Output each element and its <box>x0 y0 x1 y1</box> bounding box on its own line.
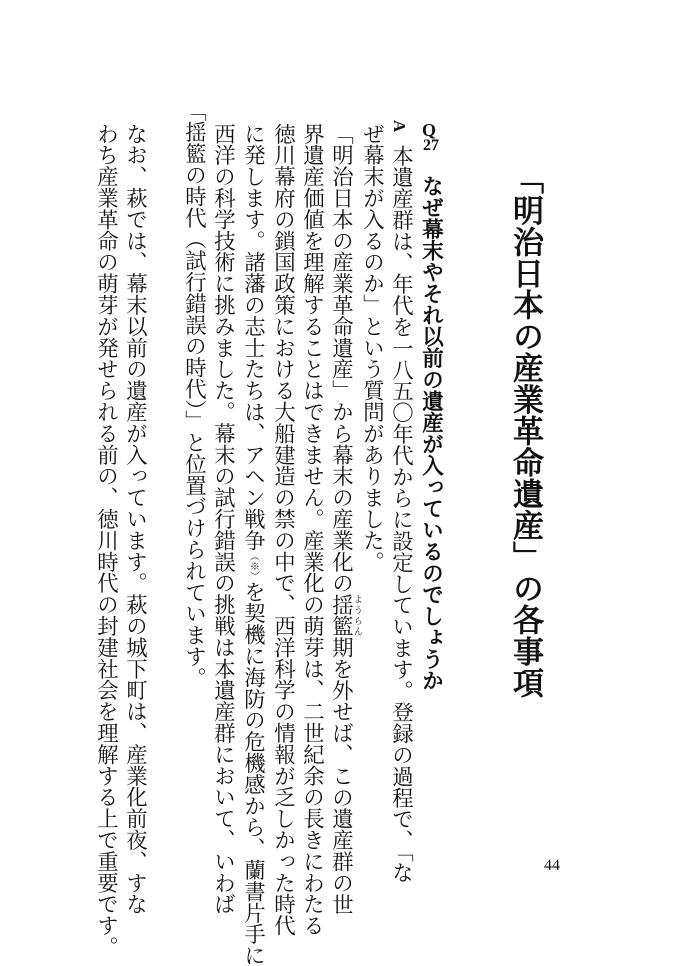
footnote-marker: （※） <box>247 551 259 581</box>
ruby-yoran-reading: ようらん <box>351 593 362 637</box>
answer-line-9: なお、萩では、幕末以前の遺産が入っています。萩の城下町は、産業化前夜、すな <box>122 123 148 915</box>
answer-label: A <box>390 120 409 133</box>
answer-line-6 <box>240 123 266 966</box>
answer-line-4: 界遺産価値を理解することはできません。産業化の萌芽は、二世紀余の長きにわたる <box>299 123 325 937</box>
answer-line-6-head: に発します。諸藩の志士たちは、アヘン戦争 <box>240 123 266 551</box>
chapter-title: 「明治日本の産業革命遺産」の各事項 <box>507 163 543 699</box>
question-heading: なぜ幕末やそれ以前の遺産が入っているのでしょうか <box>418 175 444 691</box>
answer-line-3-tail: 期を外せば、この遺産群の世 <box>328 636 354 915</box>
question-label: Q <box>419 120 439 140</box>
answer-line-5: 徳川幕府の鎖国政策における大船建造の禁の中で、西洋科学の情報が乏しかった時代 <box>270 123 296 937</box>
question-number: 27 <box>423 137 439 154</box>
answer-line-2: ぜ幕末が入るのか」という質問がありました。 <box>359 123 385 573</box>
answer-line-8: 「揺籃の時代（試行錯誤の時代）」と位置づけられています。 <box>181 100 207 689</box>
answer-line-3-head: 「明治日本の産業革命遺産」から幕末の産業化の <box>328 123 354 594</box>
ruby-yoran: 揺籃ようらん <box>328 593 362 637</box>
answer-line-7: 西洋の科学技術に挑みました。幕末の試行錯誤の挑戦は本遺産群において、いわば <box>210 123 236 915</box>
answer-line-3 <box>330 123 362 915</box>
answer-line-1: 本遺産群は、年代を一八五〇年代からに設定しています。登録の過程で、「な <box>388 145 414 884</box>
answer-line-6-tail: を契機に海防の危機感から、蘭書片手に <box>240 581 266 966</box>
page-number: 44 <box>544 857 560 874</box>
answer-line-10: わち産業革命の萌芽が発せられる前の、徳川時代の封建社会を理解する上で重要です。 <box>93 123 119 958</box>
